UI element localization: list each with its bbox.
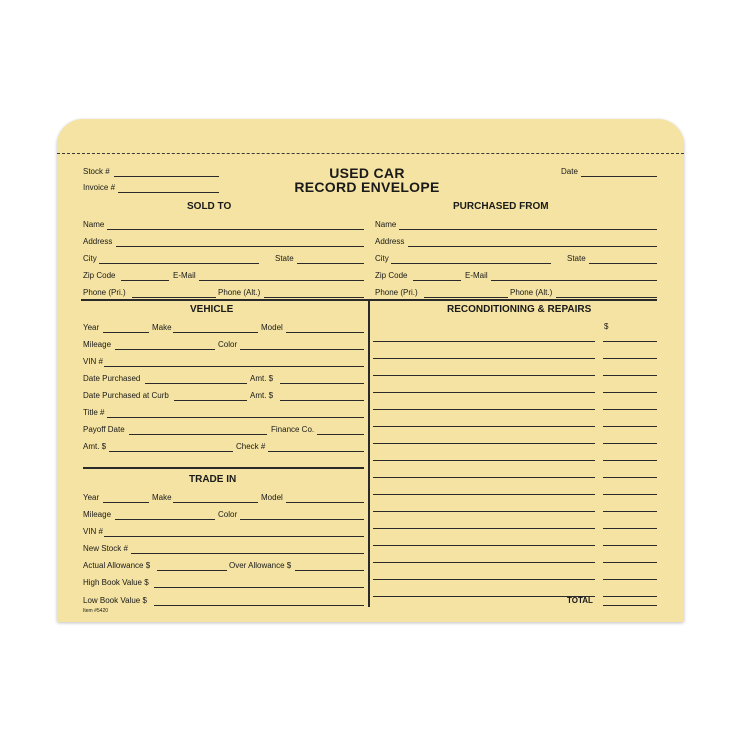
trade-new-stock-field[interactable] xyxy=(131,553,364,554)
purch-address-field[interactable] xyxy=(408,246,657,247)
sold-phone-pri-label: Phone (Pri.) xyxy=(83,288,126,297)
trade-make-field[interactable] xyxy=(173,502,258,503)
repair-description-field[interactable] xyxy=(373,375,595,376)
date-label: Date xyxy=(561,167,578,176)
sold-state-label: State xyxy=(275,254,294,263)
trade-model-field[interactable] xyxy=(286,502,364,503)
sold-city-field[interactable] xyxy=(99,263,259,264)
sold-email-label: E-Mail xyxy=(173,271,196,280)
sold-to-heading: SOLD TO xyxy=(187,201,232,212)
trade-vin-field[interactable] xyxy=(104,536,364,537)
repair-row xyxy=(373,565,657,582)
repair-amount-field[interactable] xyxy=(603,426,657,427)
repair-description-field[interactable] xyxy=(373,341,595,342)
veh-mileage-label: Mileage xyxy=(83,340,112,349)
trade-low-book-label: Low Book Value $ xyxy=(83,596,147,605)
sold-phone-alt-field[interactable] xyxy=(264,297,364,298)
repair-row xyxy=(373,429,657,446)
veh-finance-label: Finance Co. xyxy=(271,425,315,434)
purch-email-label: E-Mail xyxy=(465,271,488,280)
repair-row xyxy=(373,531,657,548)
veh-date-purchased-label: Date Purchased xyxy=(83,374,141,383)
purch-phone-pri-field[interactable] xyxy=(424,297,508,298)
veh-amt1-label: Amt. $ xyxy=(250,374,274,383)
veh-amt1-field[interactable] xyxy=(280,383,364,384)
sold-zip-label: Zip Code xyxy=(83,271,116,280)
form-title-line2: RECORD ENVELOPE xyxy=(294,179,440,195)
repair-amount-field[interactable] xyxy=(603,494,657,495)
purch-state-field[interactable] xyxy=(589,263,657,264)
repair-row xyxy=(373,344,657,361)
trade-make-label: Make xyxy=(152,493,172,502)
veh-make-field[interactable] xyxy=(173,332,258,333)
repair-amount-field[interactable] xyxy=(603,392,657,393)
purch-email-field[interactable] xyxy=(491,280,657,281)
veh-amt2-label: Amt. $ xyxy=(250,391,274,400)
trade-mileage-label: Mileage xyxy=(83,510,112,519)
trade-high-book-field[interactable] xyxy=(154,587,364,588)
trade-high-book-label: High Book Value $ xyxy=(83,578,149,587)
repair-amount-field[interactable] xyxy=(603,358,657,359)
purch-city-field[interactable] xyxy=(391,263,551,264)
purch-city-label: City xyxy=(375,254,389,263)
veh-model-field[interactable] xyxy=(286,332,364,333)
sold-zip-field[interactable] xyxy=(121,280,169,281)
repair-row xyxy=(373,327,657,344)
invoice-label: Invoice # xyxy=(83,183,116,192)
repair-description-field[interactable] xyxy=(373,579,595,580)
repair-amount-field[interactable] xyxy=(603,375,657,376)
stock-field[interactable] xyxy=(114,176,219,177)
repair-amount-field[interactable] xyxy=(603,341,657,342)
repair-description-field[interactable] xyxy=(373,596,595,597)
veh-amt2-field[interactable] xyxy=(280,400,364,401)
repair-amount-field[interactable] xyxy=(603,460,657,461)
item-number: Item #5420 xyxy=(83,608,109,614)
reconditioning-dollar: $ xyxy=(604,322,609,331)
purch-zip-label: Zip Code xyxy=(375,271,408,280)
veh-vin-label: VIN # xyxy=(83,357,104,366)
veh-finance-field[interactable] xyxy=(317,434,364,435)
veh-year-field[interactable] xyxy=(103,332,149,333)
repairs-list xyxy=(373,327,657,599)
repair-row xyxy=(373,548,657,565)
repair-description-field[interactable] xyxy=(373,460,595,461)
repair-row xyxy=(373,378,657,395)
repair-description-field[interactable] xyxy=(373,443,595,444)
veh-make-label: Make xyxy=(152,323,172,332)
trade-in-heading: TRADE IN xyxy=(189,474,237,485)
date-field[interactable] xyxy=(581,176,657,177)
stock-label: Stock # xyxy=(83,167,110,176)
veh-amt3-label: Amt. $ xyxy=(83,442,107,451)
veh-payoff-label: Payoff Date xyxy=(83,425,125,434)
trade-actual-allowance-label: Actual Allowance $ xyxy=(83,561,151,570)
repair-row xyxy=(373,446,657,463)
repair-row xyxy=(373,395,657,412)
trade-over-allowance-label: Over Allowance $ xyxy=(229,561,292,570)
repair-description-field[interactable] xyxy=(373,545,595,546)
purch-name-label: Name xyxy=(375,220,397,229)
veh-check-field[interactable] xyxy=(268,451,364,452)
trade-actual-allowance-field[interactable] xyxy=(157,570,227,571)
trade-color-label: Color xyxy=(218,510,238,519)
trade-mileage-field[interactable] xyxy=(115,519,215,520)
column-divider xyxy=(368,300,370,607)
purch-phone-alt-label: Phone (Alt.) xyxy=(510,288,553,297)
repair-row xyxy=(373,361,657,378)
repair-description-field[interactable] xyxy=(373,477,595,478)
purchased-from-heading: PURCHASED FROM xyxy=(453,201,549,212)
vehicle-divider xyxy=(83,467,364,469)
repair-description-field[interactable] xyxy=(373,409,595,410)
sold-email-field[interactable] xyxy=(199,280,364,281)
veh-model-label: Model xyxy=(261,323,283,332)
trade-low-book-field[interactable] xyxy=(154,605,364,606)
sold-address-label: Address xyxy=(83,237,113,246)
repair-description-field[interactable] xyxy=(373,426,595,427)
veh-vin-field[interactable] xyxy=(104,366,364,367)
trade-vin-label: VIN # xyxy=(83,527,104,536)
veh-date-curb-label: Date Purchased at Curb xyxy=(83,391,169,400)
purch-phone-pri-label: Phone (Pri.) xyxy=(375,288,418,297)
veh-check-label: Check # xyxy=(236,442,266,451)
sold-phone-pri-field[interactable] xyxy=(132,297,216,298)
trade-year-label: Year xyxy=(83,493,100,502)
repair-description-field[interactable] xyxy=(373,494,595,495)
sold-name-label: Name xyxy=(83,220,105,229)
veh-payoff-field[interactable] xyxy=(129,434,267,435)
veh-title-label: Title # xyxy=(83,408,105,417)
repair-amount-field[interactable] xyxy=(603,477,657,478)
trade-over-allowance-field[interactable] xyxy=(295,570,364,571)
repair-amount-field[interactable] xyxy=(603,511,657,512)
vehicle-heading: VEHICLE xyxy=(190,304,234,315)
repair-description-field[interactable] xyxy=(373,511,595,512)
repair-amount-field[interactable] xyxy=(603,409,657,410)
form-title-line1: USED CAR xyxy=(329,165,405,181)
veh-amt3-field[interactable] xyxy=(109,451,233,452)
repair-row xyxy=(373,582,657,599)
veh-color-label: Color xyxy=(218,340,238,349)
total-label: TOTAL xyxy=(567,596,593,605)
purch-state-label: State xyxy=(567,254,586,263)
repair-description-field[interactable] xyxy=(373,528,595,529)
perforation-line xyxy=(57,153,684,154)
repair-row xyxy=(373,412,657,429)
veh-date-purchased-field[interactable] xyxy=(145,383,247,384)
sold-state-field[interactable] xyxy=(297,263,364,264)
repair-amount-field[interactable] xyxy=(603,443,657,444)
repair-row xyxy=(373,480,657,497)
purch-phone-alt-field[interactable] xyxy=(556,297,657,298)
reconditioning-heading: RECONDITIONING & REPAIRS xyxy=(447,304,592,315)
sold-name-field[interactable] xyxy=(107,229,364,230)
trade-year-field[interactable] xyxy=(103,502,149,503)
repair-description-field[interactable] xyxy=(373,562,595,563)
sold-address-field[interactable] xyxy=(116,246,364,247)
purch-address-label: Address xyxy=(375,237,405,246)
purch-zip-field[interactable] xyxy=(413,280,461,281)
repair-row xyxy=(373,463,657,480)
purch-name-field[interactable] xyxy=(399,229,657,230)
repair-row xyxy=(373,514,657,531)
repair-amount-field[interactable] xyxy=(603,545,657,546)
sold-city-label: City xyxy=(83,254,97,263)
veh-color-field[interactable] xyxy=(240,349,364,350)
veh-mileage-field[interactable] xyxy=(115,349,215,350)
repair-amount-field[interactable] xyxy=(603,562,657,563)
sold-phone-alt-label: Phone (Alt.) xyxy=(218,288,261,297)
veh-title-field[interactable] xyxy=(107,417,364,418)
trade-color-field[interactable] xyxy=(240,519,364,520)
trade-new-stock-label: New Stock # xyxy=(83,544,128,553)
veh-year-label: Year xyxy=(83,323,100,332)
repair-amount-field[interactable] xyxy=(603,528,657,529)
invoice-field[interactable] xyxy=(118,192,219,193)
repair-description-field[interactable] xyxy=(373,358,595,359)
repair-description-field[interactable] xyxy=(373,392,595,393)
repair-amount-field[interactable] xyxy=(603,596,657,597)
repair-amount-field[interactable] xyxy=(603,579,657,580)
trade-model-label: Model xyxy=(261,493,283,502)
total-field[interactable] xyxy=(603,605,657,606)
veh-date-curb-field[interactable] xyxy=(174,400,247,401)
repair-row xyxy=(373,497,657,514)
record-envelope xyxy=(57,119,684,622)
